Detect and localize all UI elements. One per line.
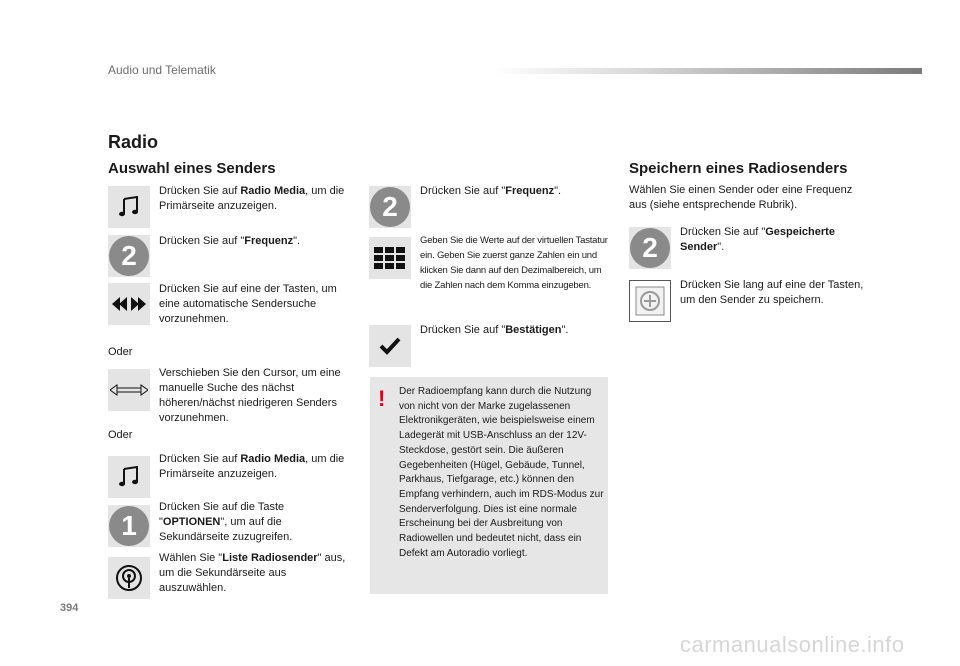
left-step3-text: Drücken Sie auf eine der Tasten, um eine automatische Sendersuche vorzunehmen. bbox=[159, 283, 337, 325]
step-number-badge: 2 bbox=[369, 186, 411, 228]
right-step2-text: Drücken Sie lang auf eine der Tasten, um den Sender zu speichern. bbox=[680, 279, 864, 306]
oder-label: Oder bbox=[108, 429, 133, 441]
right-subtitle: Speichern eines Radiosenders bbox=[629, 160, 848, 177]
checkmark-icon bbox=[369, 325, 411, 367]
warning-note-text: Der Radioempfang kann durch die Nutzung von nicht von der Marke zugelassenen Elektronikgeräten, wie beispielsweise einem Ladegerät mit USB-Anschluss an der 12V-Steckdose, gestört sein. Die äußeren Gegebenheiten (Hügel, Gebäude, Tunnel, Parkhaus, Tiefgarage, etc.) können den Empfang verhindern, auch im RDS-Modus zur Senderverfolgung. Dies ist eine normale Erscheinung bei der Ausbreitung von Radiowellen und bedeutet nicht, dass ein Defekt am Autoradio vorliegt. bbox=[399, 386, 604, 559]
right-intro-text: Wählen Sie einen Sender oder eine Frequenz aus (siehe entsprechende Rubrik). bbox=[629, 184, 853, 211]
step-number-badge: 2 bbox=[108, 235, 150, 277]
header-title: Audio und Telematik bbox=[108, 63, 216, 77]
page-number: 394 bbox=[60, 602, 79, 614]
cursor-slider-icon bbox=[108, 369, 150, 411]
radio-list-icon bbox=[108, 557, 150, 599]
left-step7-text: Wählen Sie "Liste Radiosender" aus, um die Sekundärseite aus auszuwählen. bbox=[159, 552, 346, 594]
warning-icon: ! bbox=[378, 386, 386, 411]
left-step1-text: Drücken Sie auf Radio Media, um die Primärseite anzuzeigen. bbox=[159, 185, 345, 212]
left-step2-text: Drücken Sie auf "Frequenz". bbox=[159, 235, 301, 247]
watermark: carmanualsonline.info bbox=[680, 632, 905, 657]
middle-step1-text: Drücken Sie auf "Frequenz". bbox=[420, 185, 562, 197]
music-note-icon bbox=[108, 186, 150, 228]
oder-label: Oder bbox=[108, 346, 133, 358]
left-step5-text: Drücken Sie auf Radio Media, um die Primärseite anzuzeigen. bbox=[159, 453, 345, 480]
step-number-badge: 2 bbox=[629, 227, 671, 269]
add-preset-icon bbox=[629, 280, 671, 322]
section-title: Radio bbox=[108, 132, 159, 152]
middle-step3-text: Drücken Sie auf "Bestätigen". bbox=[420, 324, 569, 336]
left-step6-text: Drücken Sie auf die Taste "OPTIONEN", um auf die Sekundärseite zuzugreifen. bbox=[159, 501, 293, 543]
right-step1-text: Drücken Sie auf "Gespeicherte Sender". bbox=[680, 226, 835, 253]
middle-step2-text: Geben Sie die Werte auf der virtuellen Tastatur ein. Geben Sie zuerst ganze Zahlen ein und klicken Sie dann auf den Dezimalbereich, um die Zahlen nach dem Komma einzugeben. bbox=[420, 235, 608, 291]
step-number-badge: 1 bbox=[108, 505, 150, 547]
keypad-icon bbox=[369, 237, 411, 279]
music-note-icon bbox=[108, 456, 150, 498]
header-rule bbox=[490, 68, 922, 74]
left-step4-text: Verschieben Sie den Cursor, um eine manuelle Suche des nächst höheren/nächst niedrigeren Senders vorzunehmen. bbox=[159, 367, 341, 424]
seek-arrows-icon bbox=[108, 283, 150, 325]
left-subtitle: Auswahl eines Senders bbox=[108, 160, 276, 177]
